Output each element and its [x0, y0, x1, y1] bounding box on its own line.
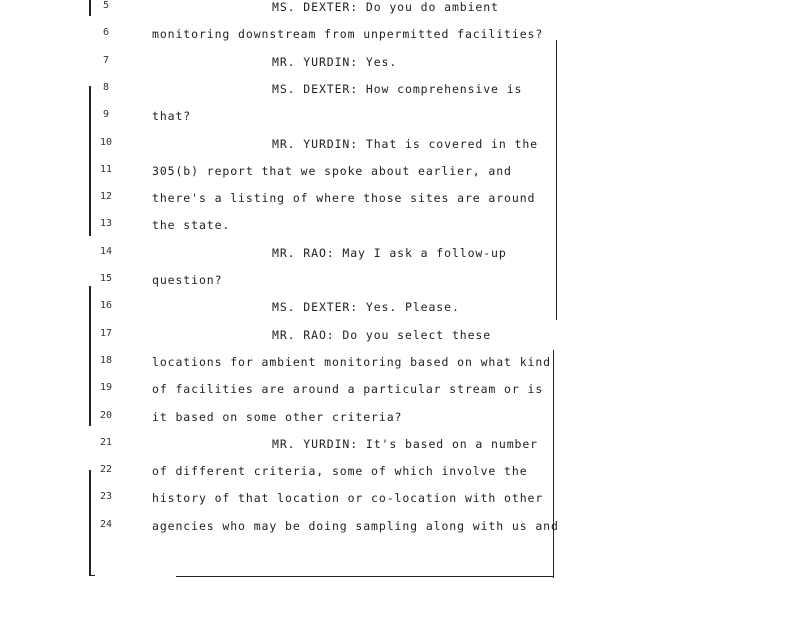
line-number: 5 [102, 0, 110, 11]
line-number: 11 [99, 163, 113, 175]
transcript-line [0, 0, 560, 27]
line-text: it based on some other criteria? [152, 409, 403, 424]
line-text: monitoring downstream from unpermitted facilities? [152, 27, 544, 42]
line-text: locations for ambient monitoring based on what kind [152, 354, 552, 369]
line-text: MR. YURDIN: It's based on a number [272, 436, 539, 451]
transcript-line [0, 82, 560, 109]
transcript-line [0, 410, 560, 437]
line-number: 10 [99, 136, 113, 148]
transcript-line [0, 491, 560, 518]
transcript-line [0, 300, 560, 327]
line-number: 13 [99, 218, 113, 230]
line-number: 14 [99, 245, 113, 257]
transcript-line [0, 382, 560, 409]
line-number: 6 [102, 27, 110, 39]
transcript-line [0, 273, 560, 300]
line-text: MR. YURDIN: Yes. [272, 54, 398, 69]
line-text: of facilities are around a particular stream or is [152, 382, 544, 397]
transcript-line [0, 218, 560, 245]
transcript-line [0, 164, 560, 191]
line-text: MR. RAO: Do you select these [272, 327, 492, 342]
transcript-line [0, 355, 560, 382]
line-text: MR. RAO: May I ask a follow-up [272, 245, 507, 260]
line-text: there's a listing of where those sites are around [152, 191, 536, 206]
transcript-line [0, 328, 560, 355]
line-text: 305(b) report that we spoke about earlier, and [152, 163, 512, 178]
line-number: 20 [99, 409, 113, 421]
line-number: 15 [99, 273, 113, 284]
line-text: history of that location or co-location with other [152, 491, 544, 506]
transcript-line [0, 55, 560, 82]
line-number: 21 [99, 436, 113, 448]
line-text: MS. DEXTER: Do you do ambient [272, 0, 499, 14]
line-number: 19 [99, 382, 113, 394]
transcript-line [0, 519, 560, 546]
line-number: 7 [102, 54, 110, 66]
bottom-rule [89, 575, 95, 576]
transcript-line [0, 246, 560, 273]
line-text: MR. YURDIN: That is covered in the [272, 136, 539, 151]
bottom-rule [176, 576, 554, 577]
transcript-line [0, 109, 560, 136]
transcript-line [0, 464, 560, 491]
line-text: agencies who may be doing sampling along with us and [152, 518, 559, 533]
line-text: MS. DEXTER: How comprehensive is [272, 81, 523, 96]
line-number: 8 [102, 81, 110, 93]
line-number: 17 [99, 327, 113, 339]
transcript-line [0, 437, 560, 464]
line-text: MS. DEXTER: Yes. Please. [272, 300, 460, 315]
line-text: of different criteria, some of which involve the [152, 464, 528, 479]
line-text: that? [152, 109, 192, 124]
transcript-line [0, 27, 560, 54]
line-number: 18 [99, 354, 113, 366]
transcript-line [0, 137, 560, 164]
line-text: question? [152, 273, 223, 287]
line-number: 24 [99, 518, 113, 530]
transcript-line [0, 191, 560, 218]
line-number: 23 [99, 491, 113, 503]
line-text: the state. [152, 218, 231, 233]
line-number: 22 [99, 464, 113, 476]
line-number: 12 [99, 191, 113, 203]
line-number: 9 [102, 109, 110, 121]
line-number: 16 [99, 300, 113, 312]
